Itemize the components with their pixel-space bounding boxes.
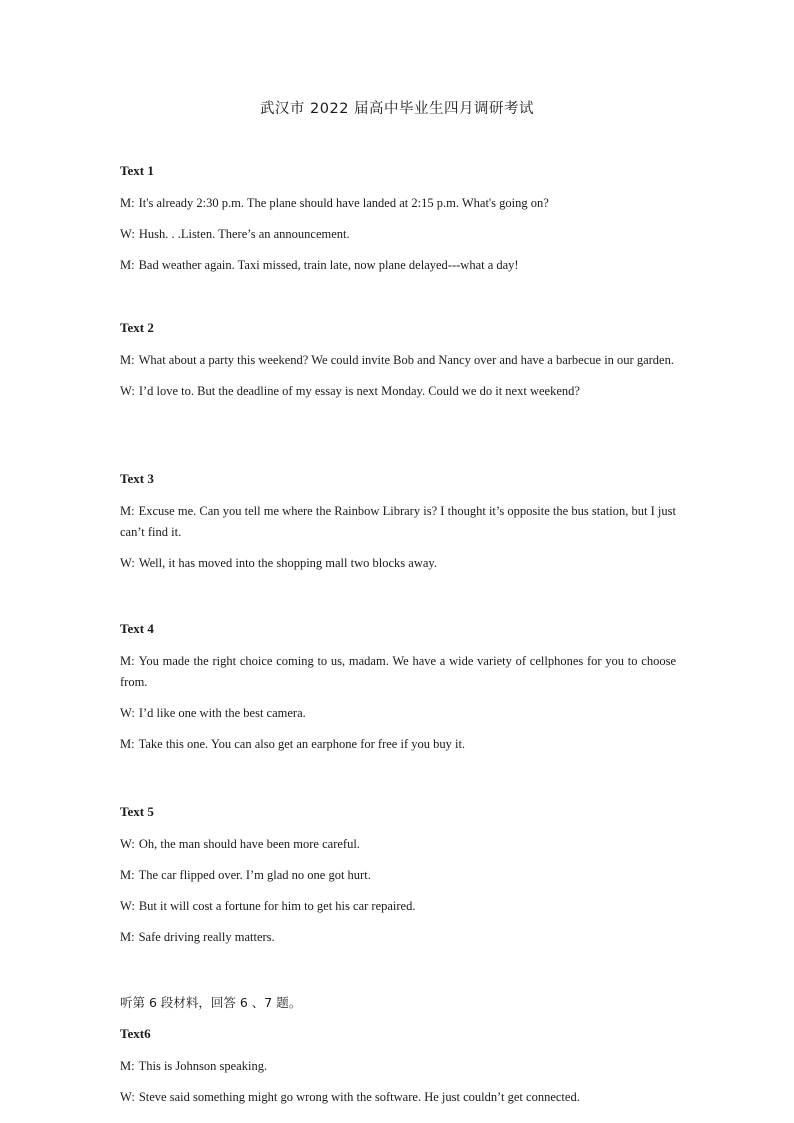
- dialogue-text: Hush. . .Listen. There’s an announcement.: [138, 227, 350, 241]
- dialogue-text: You made the right choice coming to us, madam. We have a wide variety of cellphones for you to choose from.: [120, 654, 676, 689]
- section-heading: Text 1: [120, 163, 154, 178]
- dialogue-line: [120, 896, 676, 917]
- dialogue-line: [120, 703, 676, 724]
- dialogue-line: [120, 1087, 676, 1108]
- dialogue-text: Steve said something might go wrong with the software. He just couldn’t get connected.: [138, 1090, 580, 1104]
- speaker-label: W:: [120, 899, 135, 913]
- dialogue-text: Excuse me. Can you tell me where the Rainbow Library is? I thought it’s opposite the bus station, but I just can’t find it.: [120, 504, 676, 539]
- dialogue-text: I’d like one with the best camera.: [138, 706, 306, 720]
- speaker-label: M:: [120, 504, 135, 518]
- section-text-5: [120, 803, 676, 958]
- speaker-label: W:: [120, 227, 135, 241]
- section-text-6: [120, 994, 676, 1118]
- dialogue-line: [120, 927, 676, 948]
- dialogue-text: What about a party this weekend? We could invite Bob and Nancy over and have a barbecue in our garden.: [138, 353, 674, 367]
- listening-instruction: 听第 6 段材料，回答 6 、7 题。: [120, 995, 302, 1010]
- section-heading: Text 3: [120, 471, 154, 486]
- speaker-label: W:: [120, 556, 135, 570]
- speaker-label: M:: [120, 196, 135, 210]
- dialogue-line: [120, 255, 676, 276]
- dialogue-line: [120, 865, 676, 886]
- dialogue-line: [120, 350, 676, 371]
- section-text-3: [120, 470, 676, 584]
- dialogue-line: [120, 193, 676, 214]
- section-heading: Text 4: [120, 621, 154, 636]
- speaker-label: W:: [120, 706, 135, 720]
- dialogue-text: It's already 2:30 p.m. The plane should have landed at 2:15 p.m. What's going on?: [138, 196, 549, 210]
- section-text-2: [120, 319, 676, 412]
- dialogue-text: This is Johnson speaking.: [138, 1059, 268, 1073]
- section-heading: Text 2: [120, 320, 154, 335]
- dialogue-text: The car flipped over. I’m glad no one got hurt.: [138, 868, 371, 882]
- dialogue-line: [120, 834, 676, 855]
- section-text-1: [120, 162, 676, 286]
- document-title: 武汉市 2022 届高中毕业生四月调研考试: [259, 101, 535, 117]
- dialogue-line: [120, 734, 676, 755]
- dialogue-text: I’d love to. But the deadline of my essay is next Monday. Could we do it next weekend?: [138, 384, 580, 398]
- speaker-label: M:: [120, 654, 135, 668]
- dialogue-text: Oh, the man should have been more careful.: [138, 837, 360, 851]
- dialogue-text: Take this one. You can also get an earphone for free if you buy it.: [138, 737, 466, 751]
- dialogue-text: But it will cost a fortune for him to get his car repaired.: [138, 899, 416, 913]
- dialogue-line: [120, 651, 676, 693]
- dialogue-line: [120, 501, 676, 543]
- speaker-label: M:: [120, 1059, 135, 1073]
- speaker-label: M:: [120, 353, 135, 367]
- speaker-label: M:: [120, 930, 135, 944]
- speaker-label: W:: [120, 384, 135, 398]
- speaker-label: M:: [120, 868, 135, 882]
- dialogue-line: [120, 224, 676, 245]
- dialogue-text: Well, it has moved into the shopping mall two blocks away.: [138, 556, 437, 570]
- dialogue-text: Bad weather again. Taxi missed, train late, now plane delayed---what a day!: [138, 258, 519, 272]
- dialogue-text: Safe driving really matters.: [138, 930, 275, 944]
- dialogue-line: [120, 553, 676, 574]
- speaker-label: W:: [120, 1090, 135, 1104]
- speaker-label: M:: [120, 737, 135, 751]
- dialogue-line: [120, 1056, 676, 1077]
- section-heading: Text 5: [120, 804, 154, 819]
- speaker-label: W:: [120, 837, 135, 851]
- speaker-label: M:: [120, 258, 135, 272]
- section-heading: Text6: [120, 1026, 151, 1041]
- dialogue-line: [120, 381, 676, 402]
- section-text-4: [120, 620, 676, 765]
